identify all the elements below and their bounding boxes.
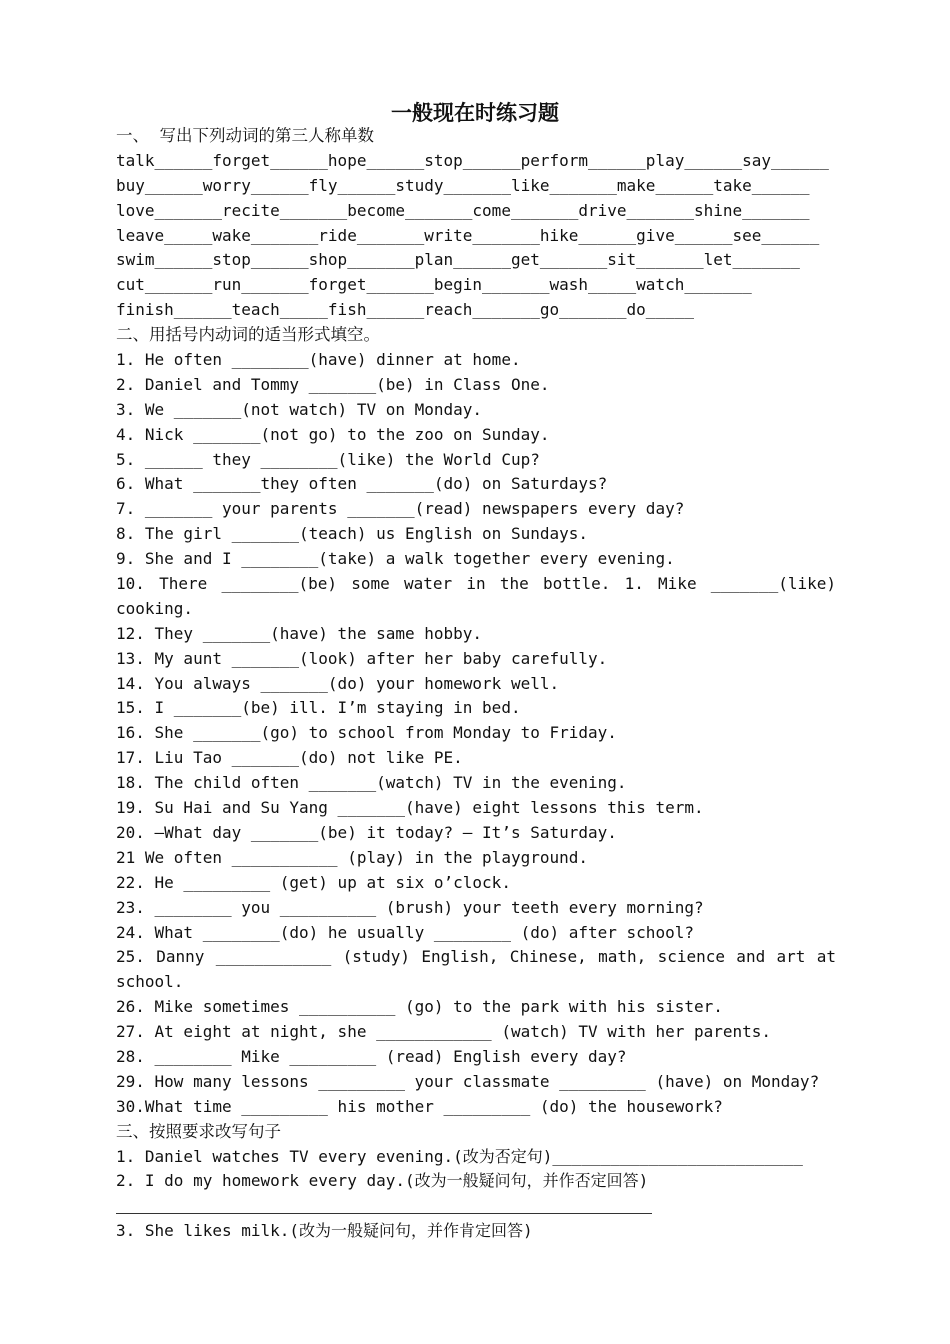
exercise-item: 1. He often ________(have) dinner at home.	[116, 350, 521, 370]
exercise-item: 8. The girl _______(teach) us English on Sundays.	[116, 524, 589, 544]
exercise-item: 19. Su Hai and Su Yang _______(have) eight lessons this term.	[116, 798, 704, 818]
exercise-item: 18. The child often _______(watch) TV in the evening.	[116, 773, 627, 793]
worksheet-content	[116, 124, 836, 1244]
verb-row: swim______stop______shop_______plan______get_______sit_______let_______	[116, 250, 800, 270]
verb-row: leave_____wake_______ride_______write_______hike______give______see______	[116, 225, 820, 245]
exercise-item-continuation: school.	[116, 972, 184, 992]
exercise-item: 10. There ________(be) some water in the bottle. 1. Mike _______(like)	[116, 574, 836, 594]
exercise-item: 14. You always _______(do) your homework well.	[116, 673, 560, 693]
exercise-item: 12. They _______(have) the same hobby.	[116, 623, 483, 643]
exercise-item: 7. _______ your parents _______(read) newspapers every day?	[116, 499, 685, 519]
verb-row: cut_______run_______forget_______begin_______wash_____watch_______	[116, 275, 752, 295]
exercise-item: 3. We _______(not watch) TV on Monday.	[116, 399, 483, 419]
exercise-item: 9. She and I ________(take) a walk together every evening.	[116, 549, 675, 569]
exercise-item: 28. ________ Mike _________ (read) English every day?	[116, 1046, 627, 1066]
verb-row: talk______forget______hope______stop______perform______play______say______	[116, 150, 829, 170]
exercise-item: 20. —What day _______(be) it today? — It’s Saturday.	[116, 822, 617, 842]
exercise-item: 30.What time _________ his mother _________ (do) the housework?	[116, 1096, 723, 1116]
answer-line	[116, 1194, 836, 1219]
exercise-item: 16. She _______(go) to school from Monday to Friday.	[116, 723, 617, 743]
verb-row: buy______worry______fly______study_______like_______make______take______	[116, 175, 810, 195]
verb-row: love_______recite_______become_______come_______drive_______shine_______	[116, 200, 810, 220]
exercise-item: 21 We often ___________ (play) in the playground.	[116, 847, 589, 867]
exercise-item: 22. He _________ (get) up at six o’clock.	[116, 872, 511, 892]
exercise-item: 15. I _______(be) ill. I’m staying in bed.	[116, 698, 521, 718]
section3-heading: 三、按照要求改写句子	[116, 1121, 281, 1141]
exercise-item-continuation: cooking.	[116, 598, 194, 618]
exercise-item: 29. How many lessons _________ your classmate _________ (have) on Monday?	[116, 1071, 820, 1091]
verb-row: finish______teach_____fish______reach_______go_______do_____	[116, 300, 694, 320]
exercise-item: 4. Nick _______(not go) to the zoo on Sunday.	[116, 424, 550, 444]
section2-heading: 二、用括号内动词的适当形式填空。	[116, 325, 380, 345]
rewrite-item: 2. I do my homework every day.(改为一般疑问句，并作否定回答)	[116, 1171, 649, 1191]
exercise-item: 25. Danny ____________ (study) English, Chinese, math, science and art at	[116, 947, 836, 967]
exercise-item: 5. ______ they ________(like) the World Cup?	[116, 449, 540, 469]
exercise-item: 26. Mike sometimes __________ (go) to the park with his sister.	[116, 997, 723, 1017]
exercise-item: 13. My aunt _______(look) after her baby carefully.	[116, 648, 608, 668]
exercise-item: 6. What _______they often _______(do) on Saturdays?	[116, 474, 608, 494]
exercise-item: 2. Daniel and Tommy _______(be) in Class One.	[116, 374, 550, 394]
section1-heading: 一、 写出下列动词的第三人称单数	[116, 126, 374, 145]
exercise-item: 27. At eight at night, she ____________ (watch) TV with her parents.	[116, 1022, 772, 1042]
rewrite-item: 1. Daniel watches TV every evening.(改为否定句)__________________________	[116, 1146, 803, 1166]
exercise-item: 24. What ________(do) he usually ________ (do) after school?	[116, 922, 694, 942]
page-title: 一般现在时练习题	[391, 100, 559, 125]
exercise-item: 17. Liu Tao _______(do) not like PE.	[116, 748, 463, 768]
rewrite-item: 3. She likes milk.(改为一般疑问句，并作肯定回答)	[116, 1221, 533, 1241]
exercise-item: 23. ________ you __________ (brush) your teeth every morning?	[116, 897, 704, 917]
